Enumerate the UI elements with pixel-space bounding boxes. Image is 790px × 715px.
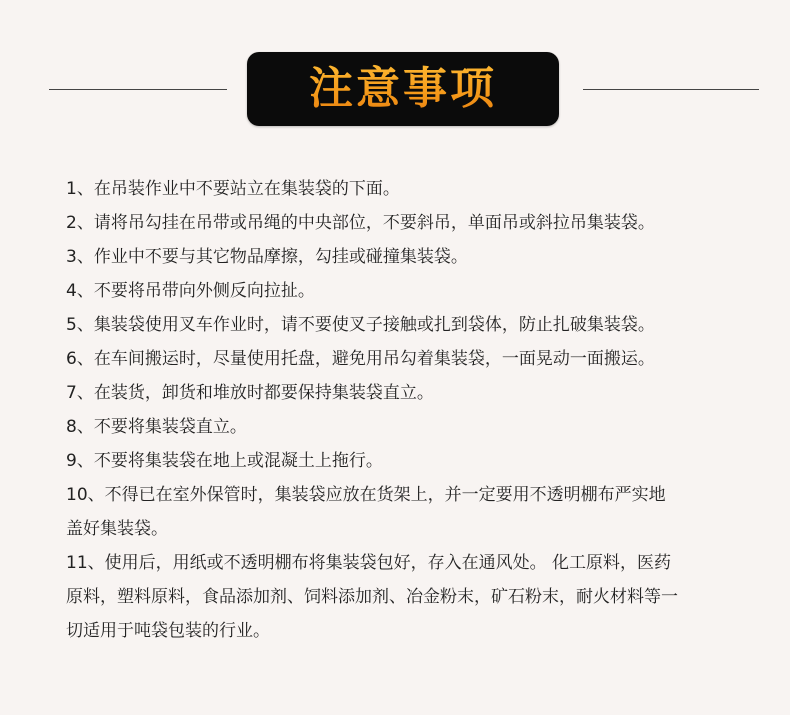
note-item-6: 6、在车间搬运时，尽量使用托盘，避免用吊勾着集装袋，一面晃动一面搬运。 <box>66 349 655 369</box>
note-item-7: 7、在装货，卸货和堆放时都要保持集装袋直立。 <box>66 383 434 403</box>
note-item-1: 1、在吊装作业中不要站立在集装袋的下面。 <box>66 179 400 199</box>
right-divider <box>583 89 759 90</box>
note-item-8: 8、不要将集装袋直立。 <box>66 417 247 437</box>
note-item-10: 10、不得已在室外保管时，集装袋应放在货架上，并一定要用不透明棚布严实地 盖好集装袋。 <box>66 485 666 539</box>
note-item-5: 5、集装袋使用叉车作业时，请不要使叉子接触或扎到袋体，防止扎破集装袋。 <box>66 315 655 335</box>
title-banner <box>247 52 559 126</box>
left-divider <box>49 89 227 90</box>
notes-list <box>66 172 756 648</box>
page-title: 注意事项 <box>309 52 497 126</box>
note-item-9: 9、不要将集装袋在地上或混凝土上拖行。 <box>66 451 383 471</box>
note-item-2: 2、请将吊勾挂在吊带或吊绳的中央部位，不要斜吊，单面吊或斜拉吊集装袋。 <box>66 213 655 233</box>
note-item-11: 11、使用后，用纸或不透明棚布将集装袋包好，存入在通风处。 化工原料，医药 原料，塑料原料，食品添加剂、饲料添加剂、冶金粉末，矿石粉末，耐火材料等一 切适用于吨袋包装的行业。 <box>66 553 678 641</box>
header <box>0 52 790 126</box>
note-item-4: 4、不要将吊带向外侧反向拉扯。 <box>66 281 315 301</box>
note-item-3: 3、作业中不要与其它物品摩擦，勾挂或碰撞集装袋。 <box>66 247 468 267</box>
